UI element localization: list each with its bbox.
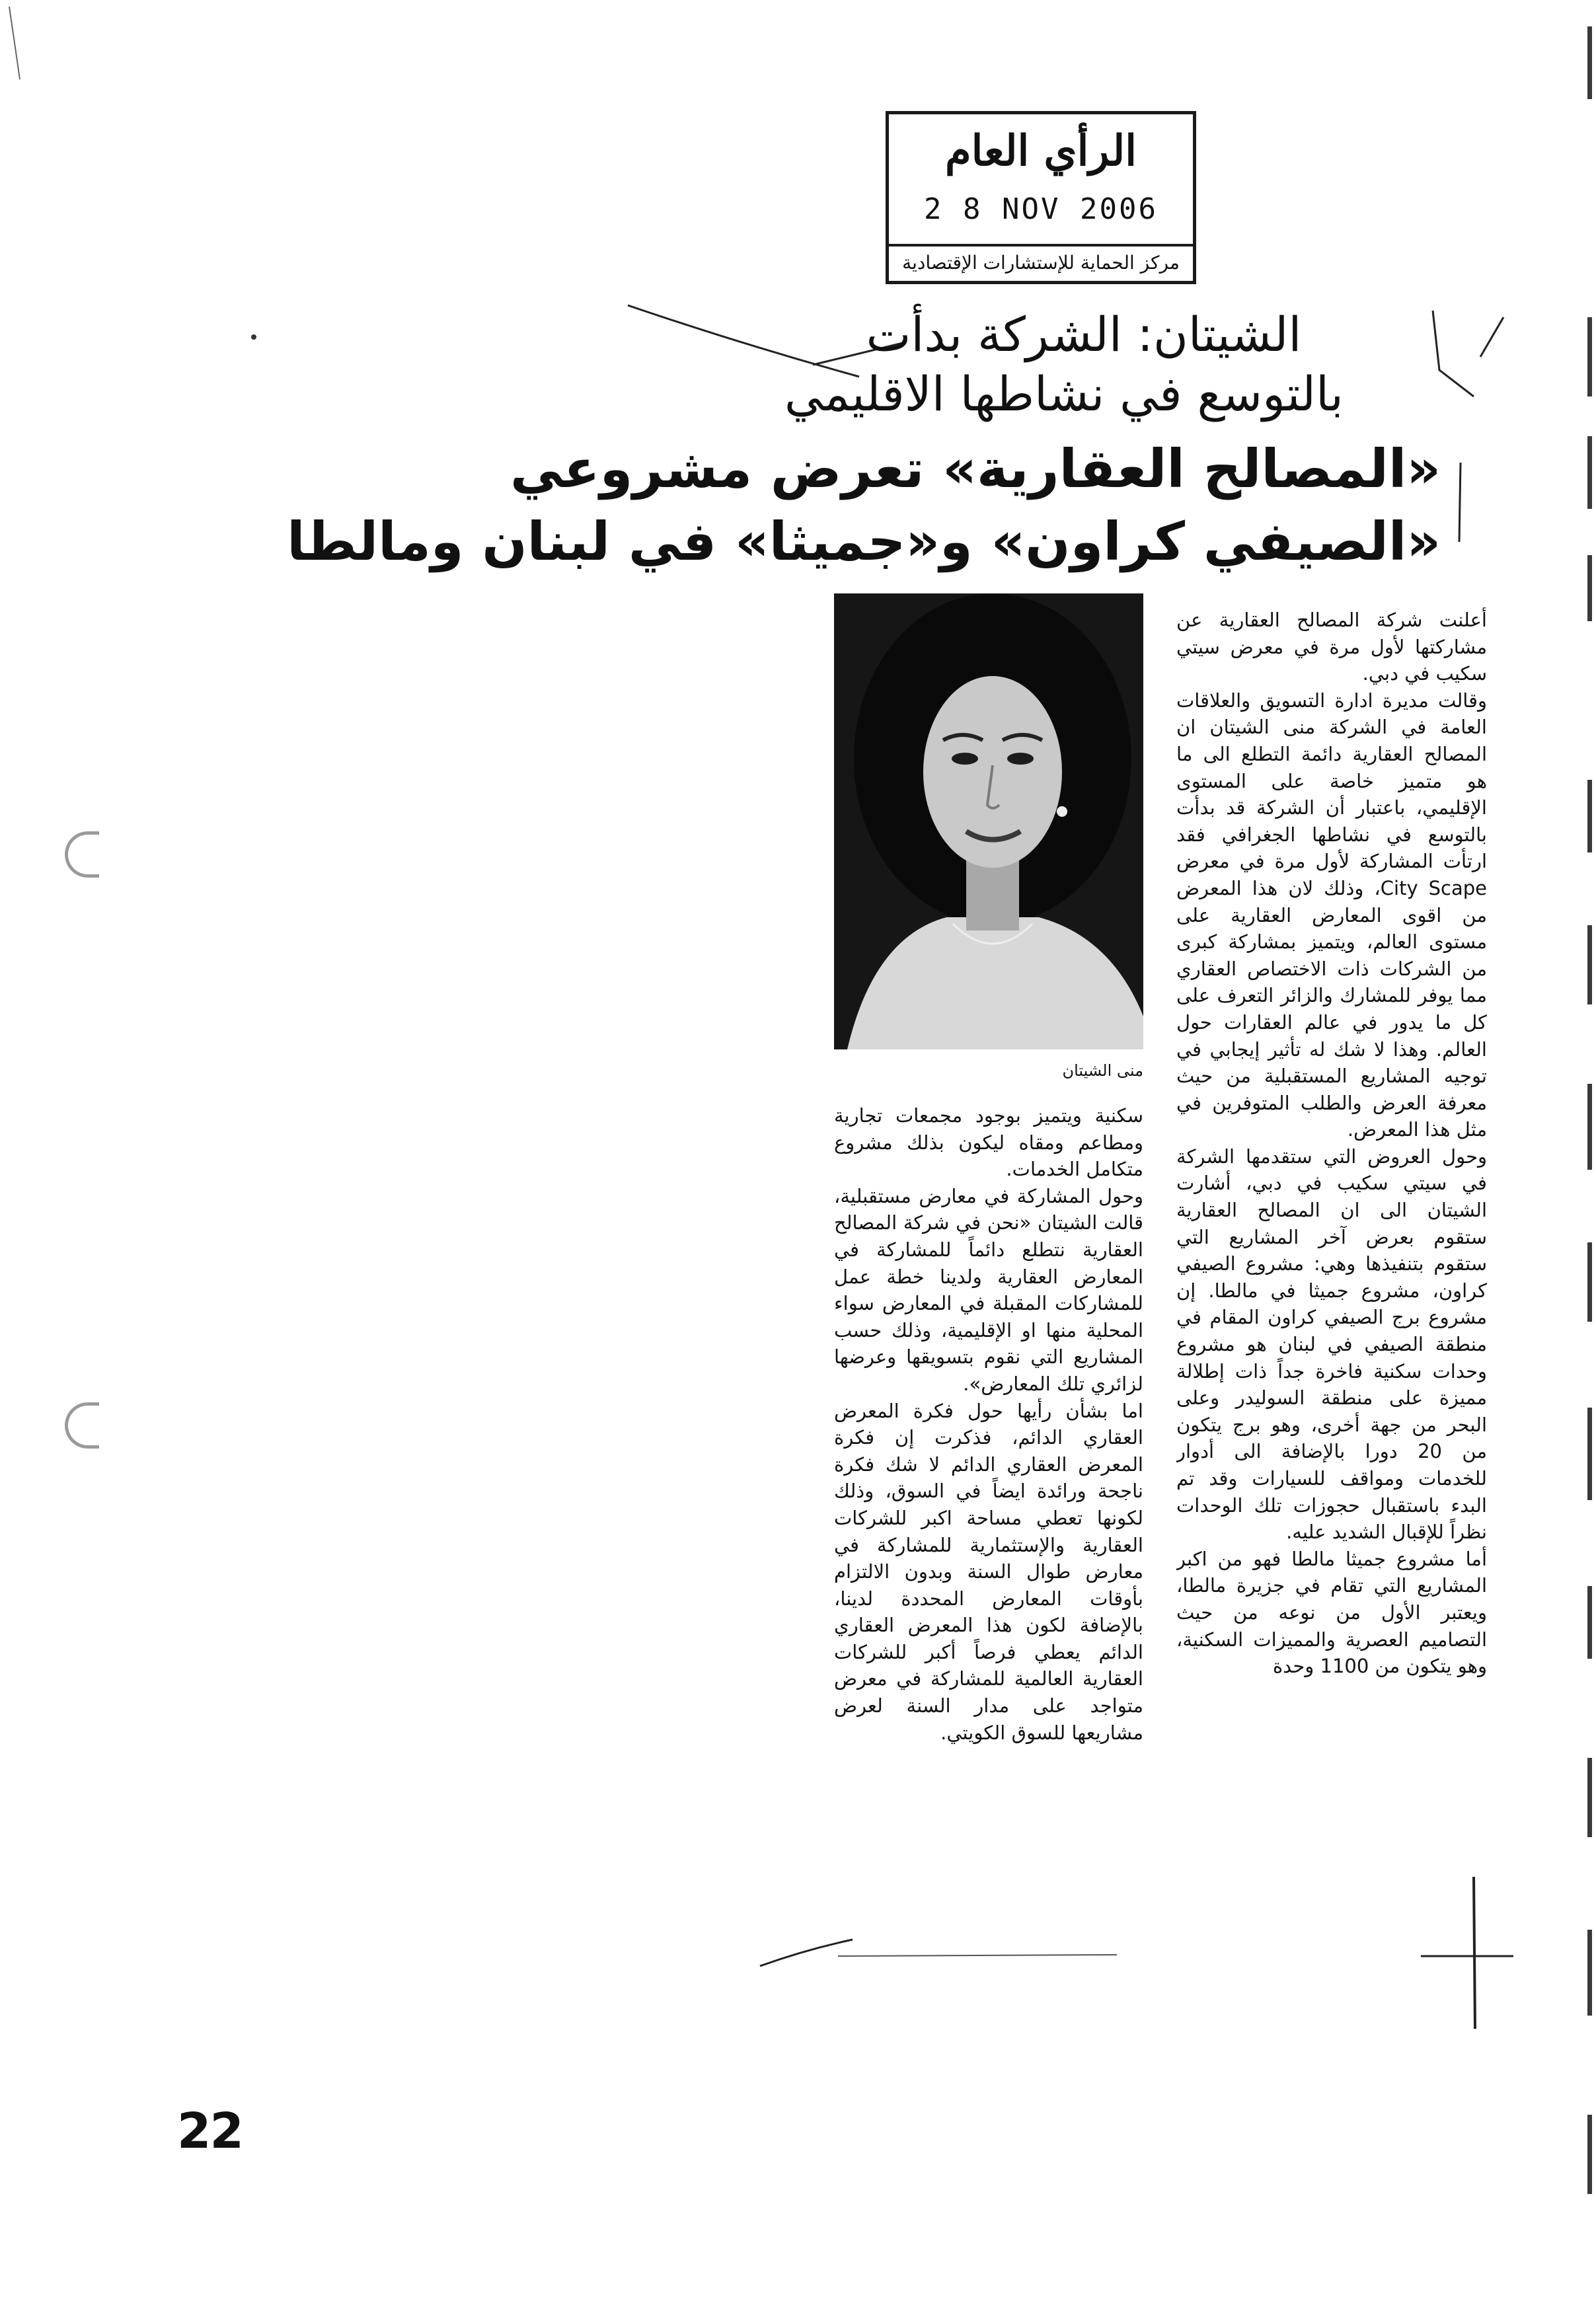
paragraph: أما مشروع جميثا مالطا فهو من اكبر المشاريع التي تقام في جزيرة مالطا، ويعتبر الأول من نوعه من حيث التصاميم العصرية والمميزات السكنية، وهو يتكون من 1100 وحدة — [1176, 1547, 1487, 1678]
scan-edge-mark — [1587, 317, 1592, 397]
paragraph: وحول المشاركة في معارض مستقبلية، قالت الشيتان «نحن في شركة المصالح العقارية نتطلع دائماً للمشاركة في المعارض العقارية ولدينا خطة عمل للمشاركات المقبلة في المعارض سواء المحلية منها او الإقليمية، وذلك حسب المشاريع التي نقوم بتسويقها وعرضها لزائري تلك المعارض». — [834, 1184, 1143, 1395]
eye-right — [1007, 753, 1034, 765]
newspaper-name: الرأي العام — [944, 126, 1137, 176]
paragraph: اما بشأن رأيها حول فكرة المعرض العقاري الدائم، فذكرت إن فكرة المعرض العقاري الدائم لا شك فكرة ناجحة ورائدة ايضاً في السوق، وذلك لكونها تعطي مساحة اكبر للشركات العقارية والإستثمارية للمشاركة في معارض طوال السنة وبدون الالتزام بأوقات المعارض المحددة لدينا، بالإضافة لكون هذا المعرض العقاري الدائم يعطي فرصاً أكبر للشركات العقارية العالمية للمشاركة في معرض متواجد على مدار السنة لعرض مشاريعها للسوق الكويتي. — [834, 1399, 1143, 1744]
pen-stroke — [1480, 317, 1503, 357]
paragraph: وقالت مديرة ادارة التسويق والعلاقات العامة في الشركة منى الشيتان ان المصالح العقارية دائمة التطلع الى ما هو متميز خاصة على المستوى الإقليمي، باعتبار أن الشركة قد بدأت بالتوسع في نشاطها الجغرافي فقد ارتأت المشاركة لأول مرة في معرض City Scape، وذلك لان هذا المعرض من اقوى المعارض العقارية على مستوى العالم، ويتميز بمشاركة كبرى من الشركات ذات الاختصاص العقاري مما يوفر للمشارك والزائر التعرف على كل ما يدور في عالم العقارات حول العالم. وهذا لا شك له تأثير إيجابي في توجيه المشاريع المستقبلية من حيث معرفة العرض والطلب المتوفرين في مثل هذا المعرض. — [1176, 689, 1487, 1141]
eye-left — [952, 753, 978, 765]
scan-edge-mark — [1587, 1084, 1592, 1170]
scan-edge-mark — [1587, 780, 1592, 852]
ink-dot — [251, 334, 256, 340]
page-number: 22 — [177, 2103, 243, 2160]
photo-caption: منى الشيتان — [1062, 1061, 1143, 1080]
portrait-photo — [834, 593, 1143, 1049]
headline-main-line-1: «المصالح العقارية» تعرض مشروعي — [510, 438, 1441, 500]
stamp-footer: مركز الحماية للإستشارات الإقتصادية — [889, 244, 1193, 281]
scan-edge-mark — [1587, 1930, 1592, 2016]
neck — [966, 858, 1019, 930]
scan-edge-mark — [1587, 925, 1592, 1004]
scan-edge-mark — [1587, 1408, 1592, 1500]
pen-stroke — [9, 7, 20, 79]
earring — [1057, 806, 1067, 817]
scan-edge-mark — [1587, 1758, 1592, 1837]
headline-kicker-line-2: بالتوسع في نشاطها الاقليمي — [784, 366, 1344, 422]
date-stamp — [886, 111, 1196, 284]
scan-edge-mark — [1587, 1242, 1592, 1322]
paragraph: وحول العروض التي ستقدمها الشركة في سيتي سكيب في دبي، أشارت الشيتان الى ان المصالح العقارية ستقوم بعرض آخر المشاريع التي ستقوم بتنفيذها وهي: مشروع الصيفي كراون، مشروع جميثا في مالطا. إن مشروع برج الصيفي كراون المقام في منطقة الصيفي في لبنان هو مشروع وحدات سكنية فاخرة جداً ذات إطلالة مميزة على منطقة السوليدر وعلى البحر من جهة أخرى، وهو برج يتكون من 20 دورا بالإضافة الى أدوار للخدمات ومواقف للسيارات وقد تم البدء باستقبال حجوزات تلك الوحدات نظراً للإقبال الشديد عليه. — [1176, 1145, 1487, 1544]
scan-edge-mark — [1587, 26, 1592, 99]
headline-kicker-line-1: الشيتان: الشركة بدأت — [866, 307, 1302, 362]
article-column-right — [1176, 607, 1487, 1955]
binder-hole-bottom — [65, 1402, 99, 1449]
headline-main-line-2: «الصيفي كراون» و«جميثا» في لبنان ومالطا — [287, 511, 1441, 572]
scan-edge-mark — [1587, 2115, 1592, 2194]
article-column-left — [834, 1102, 1143, 1955]
scan-edge-mark — [1587, 436, 1592, 509]
scan-edge-mark — [1587, 1586, 1592, 1659]
scan-edge-mark — [1587, 555, 1592, 621]
portrait-illustration — [834, 593, 1143, 1049]
pen-stroke — [838, 1955, 1117, 1956]
pen-stroke — [1459, 463, 1461, 542]
paragraph: سكنية ويتميز بوجود مجمعات تجارية ومطاعم ومقاه ليكون بذلك مشروع متكامل الخدمات. — [834, 1104, 1143, 1181]
stamp-date: 2 8 NOV 2006 — [924, 192, 1158, 226]
paragraph: أعلنت شركة المصالح العقارية عن مشاركتها لأول مرة في معرض سيتي سكيب في دبي. — [1176, 609, 1487, 685]
binder-hole-top — [65, 831, 99, 878]
